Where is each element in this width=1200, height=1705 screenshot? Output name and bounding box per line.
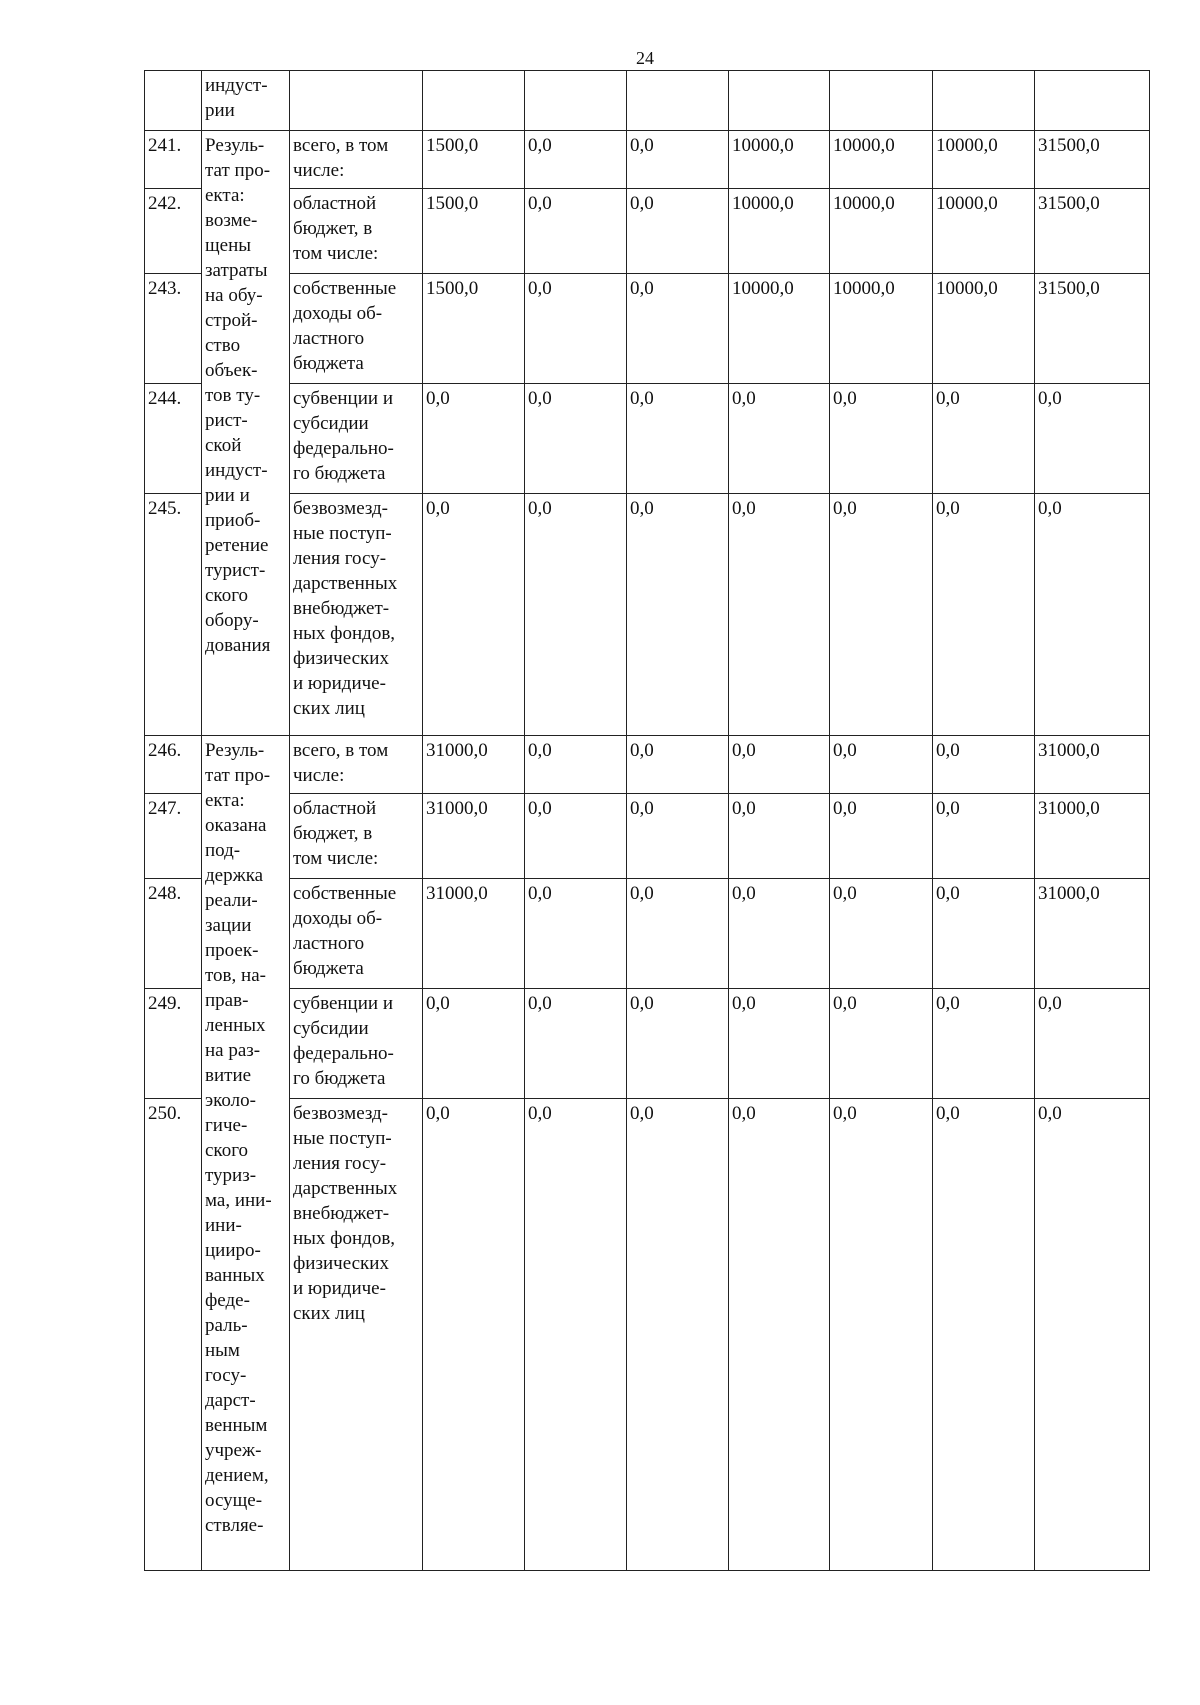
- row-number: 249.: [145, 989, 202, 1099]
- value-cell: 0,0: [729, 1099, 830, 1571]
- value-cell: 0,0: [933, 384, 1035, 494]
- value-cell: 31000,0: [423, 879, 525, 989]
- value-cell: 0,0: [933, 794, 1035, 879]
- table-row: [145, 384, 1150, 494]
- value-cell: 0,0: [525, 274, 627, 384]
- value-cell: 0,0: [830, 384, 933, 494]
- result-description: Резуль- тат про- екта: возме- щены затраты на обу- строй- ство объек- тов ту- рист- ской индуст- рии и приоб- ретение турист- ского обору- дования: [202, 131, 290, 736]
- value-cell: 10000,0: [830, 189, 933, 274]
- value-cell: 31000,0: [423, 794, 525, 879]
- row-number: 245.: [145, 494, 202, 736]
- value-cell: 0,0: [525, 189, 627, 274]
- budget-table: [144, 70, 1150, 1571]
- funding-source-label: субвенции и субсидии федерально- го бюджета: [290, 384, 423, 494]
- value-cell: 0,0: [627, 989, 729, 1099]
- value-cell: 0,0: [830, 736, 933, 794]
- value-cell: 0,0: [729, 494, 830, 736]
- value-cell: 0,0: [525, 736, 627, 794]
- total-cell: 31000,0: [1035, 794, 1150, 879]
- total-cell: 31500,0: [1035, 274, 1150, 384]
- value-cell: 0,0: [729, 384, 830, 494]
- value-cell: 0,0: [525, 494, 627, 736]
- row-number: 246.: [145, 736, 202, 794]
- row-number: 244.: [145, 384, 202, 494]
- total-cell: 31000,0: [1035, 736, 1150, 794]
- value-cell: 0,0: [423, 384, 525, 494]
- value-cell: 0,0: [627, 384, 729, 494]
- table-row: [145, 131, 1150, 189]
- value-cell: 0,0: [729, 989, 830, 1099]
- value-cell: 0,0: [830, 1099, 933, 1571]
- value-cell: 0,0: [525, 989, 627, 1099]
- table-row: [145, 989, 1150, 1099]
- funding-source-label: областной бюджет, в том числе:: [290, 794, 423, 879]
- table-row: [145, 1099, 1150, 1571]
- value-cell: 10000,0: [729, 274, 830, 384]
- label-cell: [290, 71, 423, 131]
- table-row: [145, 736, 1150, 794]
- value-cell: 0,0: [729, 794, 830, 879]
- funding-source-label: всего, в том числе:: [290, 736, 423, 794]
- value-cell: 0,0: [830, 794, 933, 879]
- value-cell: 0,0: [525, 794, 627, 879]
- value-cell: 0,0: [933, 989, 1035, 1099]
- value-cell: 1500,0: [423, 274, 525, 384]
- value-cell: 0,0: [933, 736, 1035, 794]
- table-row: [145, 274, 1150, 384]
- value-cell: 0,0: [627, 794, 729, 879]
- value-cell: 0,0: [830, 989, 933, 1099]
- value-cell: 1500,0: [423, 131, 525, 189]
- value-cell: 0,0: [933, 494, 1035, 736]
- value-cell: 0,0: [729, 879, 830, 989]
- table-row: [145, 794, 1150, 879]
- value-cell: 31000,0: [423, 736, 525, 794]
- total-cell: 31000,0: [1035, 879, 1150, 989]
- value-cell: 0,0: [525, 384, 627, 494]
- funding-source-label: собственные доходы об- ластного бюджета: [290, 274, 423, 384]
- value-cell: 10000,0: [933, 274, 1035, 384]
- value-cell: 0,0: [729, 736, 830, 794]
- value-cell: 10000,0: [830, 131, 933, 189]
- value-cell: 1500,0: [423, 189, 525, 274]
- value-cell: 0,0: [627, 1099, 729, 1571]
- result-description: Резуль- тат про- екта: оказана под- держка реали- зации проек- тов, на- прав- ленных на раз- витие эколо- гиче- ского туриз- ма, ини- ини- цииро- ванных феде- раль- ным госу- дарст- венным учреж- дением, осуще- ствляе-: [202, 736, 290, 1571]
- total-cell: 0,0: [1035, 989, 1150, 1099]
- total-cell: 0,0: [1035, 384, 1150, 494]
- row-number: 242.: [145, 189, 202, 274]
- row-number: 247.: [145, 794, 202, 879]
- value-cell: 10000,0: [830, 274, 933, 384]
- total-cell: 0,0: [1035, 494, 1150, 736]
- value-cell: 0,0: [525, 131, 627, 189]
- value-cell: 0,0: [627, 736, 729, 794]
- row-number: 250.: [145, 1099, 202, 1571]
- value-cell: 10000,0: [933, 189, 1035, 274]
- num-cell: [145, 71, 202, 131]
- row-number: 248.: [145, 879, 202, 989]
- value-cell: 0,0: [830, 494, 933, 736]
- page-number: 24: [636, 48, 654, 68]
- value-cell: 0,0: [933, 879, 1035, 989]
- value-cell: 0,0: [423, 1099, 525, 1571]
- value-cell: 0,0: [627, 879, 729, 989]
- row-number: 243.: [145, 274, 202, 384]
- value-cell: 10000,0: [933, 131, 1035, 189]
- funding-source-label: собственные доходы об- ластного бюджета: [290, 879, 423, 989]
- funding-source-label: всего, в том числе:: [290, 131, 423, 189]
- funding-source-label: безвозмезд- ные поступ- ления госу- дарственных внебюджет- ных фондов, физических и юридиче- ских лиц: [290, 494, 423, 736]
- value-cell: 0,0: [423, 494, 525, 736]
- value-cell: 0,0: [830, 879, 933, 989]
- table-row: [145, 494, 1150, 736]
- value-cell: 0,0: [627, 494, 729, 736]
- table-row: [145, 879, 1150, 989]
- table-row-continuation: [145, 71, 1150, 131]
- continuation-description: индуст- рии: [202, 71, 290, 131]
- funding-source-label: областной бюджет, в том числе:: [290, 189, 423, 274]
- value-cell: 10000,0: [729, 189, 830, 274]
- value-cell: 0,0: [423, 989, 525, 1099]
- value-cell: 0,0: [525, 1099, 627, 1571]
- funding-source-label: субвенции и субсидии федерально- го бюджета: [290, 989, 423, 1099]
- value-cell: 0,0: [525, 879, 627, 989]
- total-cell: 31500,0: [1035, 189, 1150, 274]
- value-cell: 0,0: [627, 131, 729, 189]
- value-cell: 0,0: [933, 1099, 1035, 1571]
- table-row: [145, 189, 1150, 274]
- funding-source-label: безвозмезд- ные поступ- ления госу- дарственных внебюджет- ных фондов, физических и юридиче- ских лиц: [290, 1099, 423, 1571]
- row-number: 241.: [145, 131, 202, 189]
- value-cell: 10000,0: [729, 131, 830, 189]
- total-cell: 0,0: [1035, 1099, 1150, 1571]
- value-cell: 0,0: [627, 189, 729, 274]
- total-cell: 31500,0: [1035, 131, 1150, 189]
- value-cell: 0,0: [627, 274, 729, 384]
